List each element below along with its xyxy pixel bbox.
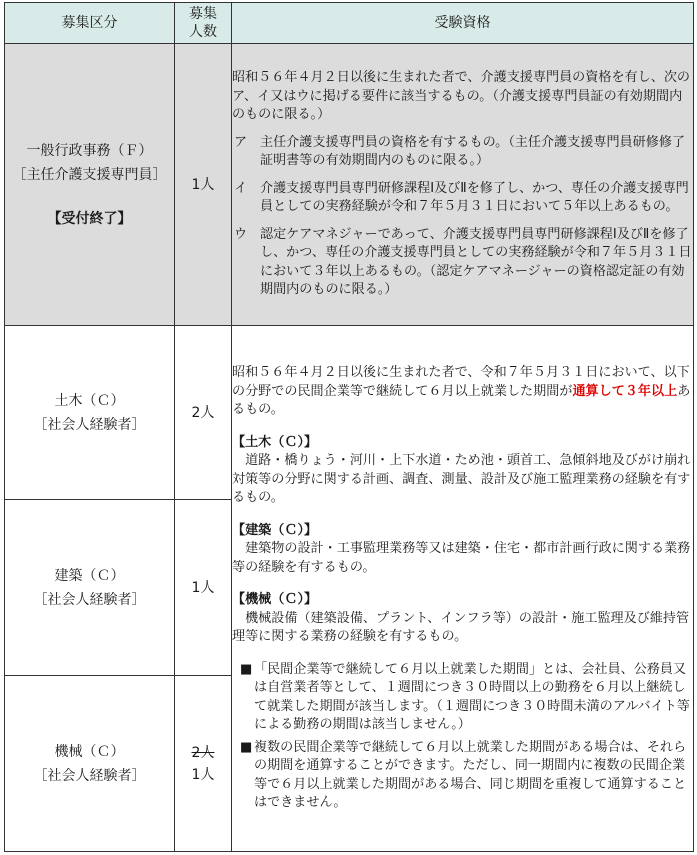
mech-section-body: 機械設備（建築設備、プラント、インフラ等）の設計・施工監理及び維持管理等に関する業務の経験を有するもの。: [232, 610, 690, 645]
civil-count: 2人: [191, 404, 215, 421]
header-count: [175, 3, 232, 44]
care-item-u: [232, 226, 693, 300]
care-item-a-text: 主任介護支援専門員の資格を有するもの。（主任介護支援専門員研修修了証明書等の有効期間内のものに限る。）: [260, 134, 686, 169]
arch-section-title: 【建築（Ｃ）】: [232, 522, 318, 538]
care-count: 1人: [191, 176, 215, 193]
row-care-manager: [5, 44, 694, 326]
experience-intro-highlight: 通算して３年以上: [572, 383, 678, 399]
civil-category-sub: ［社会人経験者］: [33, 416, 146, 433]
experience-intro-before: 昭和５６年４月２日以後に生まれた者で、令和７年５月３１日において、以下の分野での民間企業等で継続して６月以上就業した期間が: [232, 365, 690, 399]
note-1-marker-icon: ■: [240, 661, 253, 677]
care-item-i-label: イ: [234, 180, 248, 196]
care-item-a: [232, 134, 693, 171]
header-count-text: 募集 人数: [189, 6, 217, 40]
mech-count-old: 2人: [191, 744, 215, 761]
civil-category-name: 土木（Ｃ）: [54, 392, 125, 409]
civil-section-title: 【土木（Ｃ）】: [232, 434, 318, 450]
care-item-i-text: 介護支援専門員専門研修課程Ⅰ及びⅡを修了し、かつ、専任の介護支援専門員としての実務経験が令和７年５月３１日において５年以上あるもの。: [260, 180, 689, 215]
civil-count-cell: [175, 326, 232, 500]
header-row: [5, 3, 694, 44]
care-item-u-text: 認定ケアマネジャーであって、介護支援専門員専門研修課程Ⅰ及びⅡを修了し、かつ、専任の介護支援専門員としての実務経験が令和７年５月３１日において３年以上あるもの。（認定ケアマネージャーの資格認定証の有効期間内のものに限る。）: [260, 226, 692, 298]
closed-badge: 【受付終了】: [47, 210, 132, 227]
row-civil: [5, 326, 694, 500]
arch-count: 1人: [191, 579, 215, 596]
care-category-sub: ［主任介護支援専門員］: [12, 166, 167, 183]
care-intro: 昭和５６年４月２日以後に生まれた者で、介護支援専門員の資格を有し、次のア、イ又はウに掲げる要件に該当するもの。（介護支援専門員証の有効期間内のものに限る。）: [232, 70, 691, 123]
care-item-i: [232, 180, 693, 217]
arch-category-name: 建築（Ｃ）: [54, 567, 125, 584]
experience-qualification-cell: [232, 326, 694, 852]
note-multiple-companies: [232, 739, 693, 813]
arch-section-body: 建築物の設計・工事監理業務等又は建築・住宅・都市計画行政に関する業務等の経験を有するもの。: [232, 541, 691, 575]
experience-intro-after: あるもの。: [232, 383, 691, 418]
note-2-marker-icon: ■: [240, 739, 253, 755]
mech-category-cell: [5, 676, 175, 852]
care-item-a-label: ア: [234, 134, 248, 150]
note-2-text: 複数の民間企業等で継続して６月以上就業した期間がある場合は、それらの期間を通算することができます。ただし、同一期間内に複数の民間企業等で６月以上就業した期間がある場合、同じ期間を重複して通算することはできません。: [254, 739, 687, 811]
mech-section-title: 【機械（Ｃ）】: [232, 592, 318, 608]
care-item-u-label: ウ: [234, 226, 248, 242]
mech-category-sub: ［社会人経験者］: [33, 767, 146, 784]
qualification-table: [4, 2, 694, 852]
mech-count-cell: [175, 676, 232, 852]
care-count-cell: [175, 44, 232, 326]
experience-intro: [232, 364, 693, 420]
header-qualification: 受験資格: [232, 3, 694, 44]
arch-category-cell: [5, 500, 175, 676]
care-category-name: 一般行政事務（Ｆ）: [26, 142, 153, 159]
note-1-text: 「民間企業等で継続して６月以上就業した期間」とは、会社員、公務員又は自営業者等として、１週間につき３０時間以上の勤務を６月以上継続して就業した期間が該当します。（１週間につき３０時間未満のアルバイト等による勤務の期間は該当しません。）: [254, 661, 690, 733]
arch-category-sub: ［社会人経験者］: [33, 591, 146, 608]
mech-category-name: 機械（Ｃ）: [54, 743, 125, 760]
civil-category-cell: [5, 326, 175, 500]
care-qualification-cell: [232, 44, 694, 326]
mech-count: 1人: [191, 766, 215, 783]
civil-section-body: 道路・橋りょう・河川・上下水道・ため池・頭首工、急傾斜地及びがけ崩れ対策等の分野に関する計画、調査、測量、設計及び施工監理業務の経験を有するもの。: [232, 453, 691, 506]
arch-count-cell: [175, 500, 232, 676]
header-category: 募集区分: [5, 3, 175, 44]
note-continuous-period: [232, 661, 693, 735]
care-category-cell: [5, 44, 175, 326]
